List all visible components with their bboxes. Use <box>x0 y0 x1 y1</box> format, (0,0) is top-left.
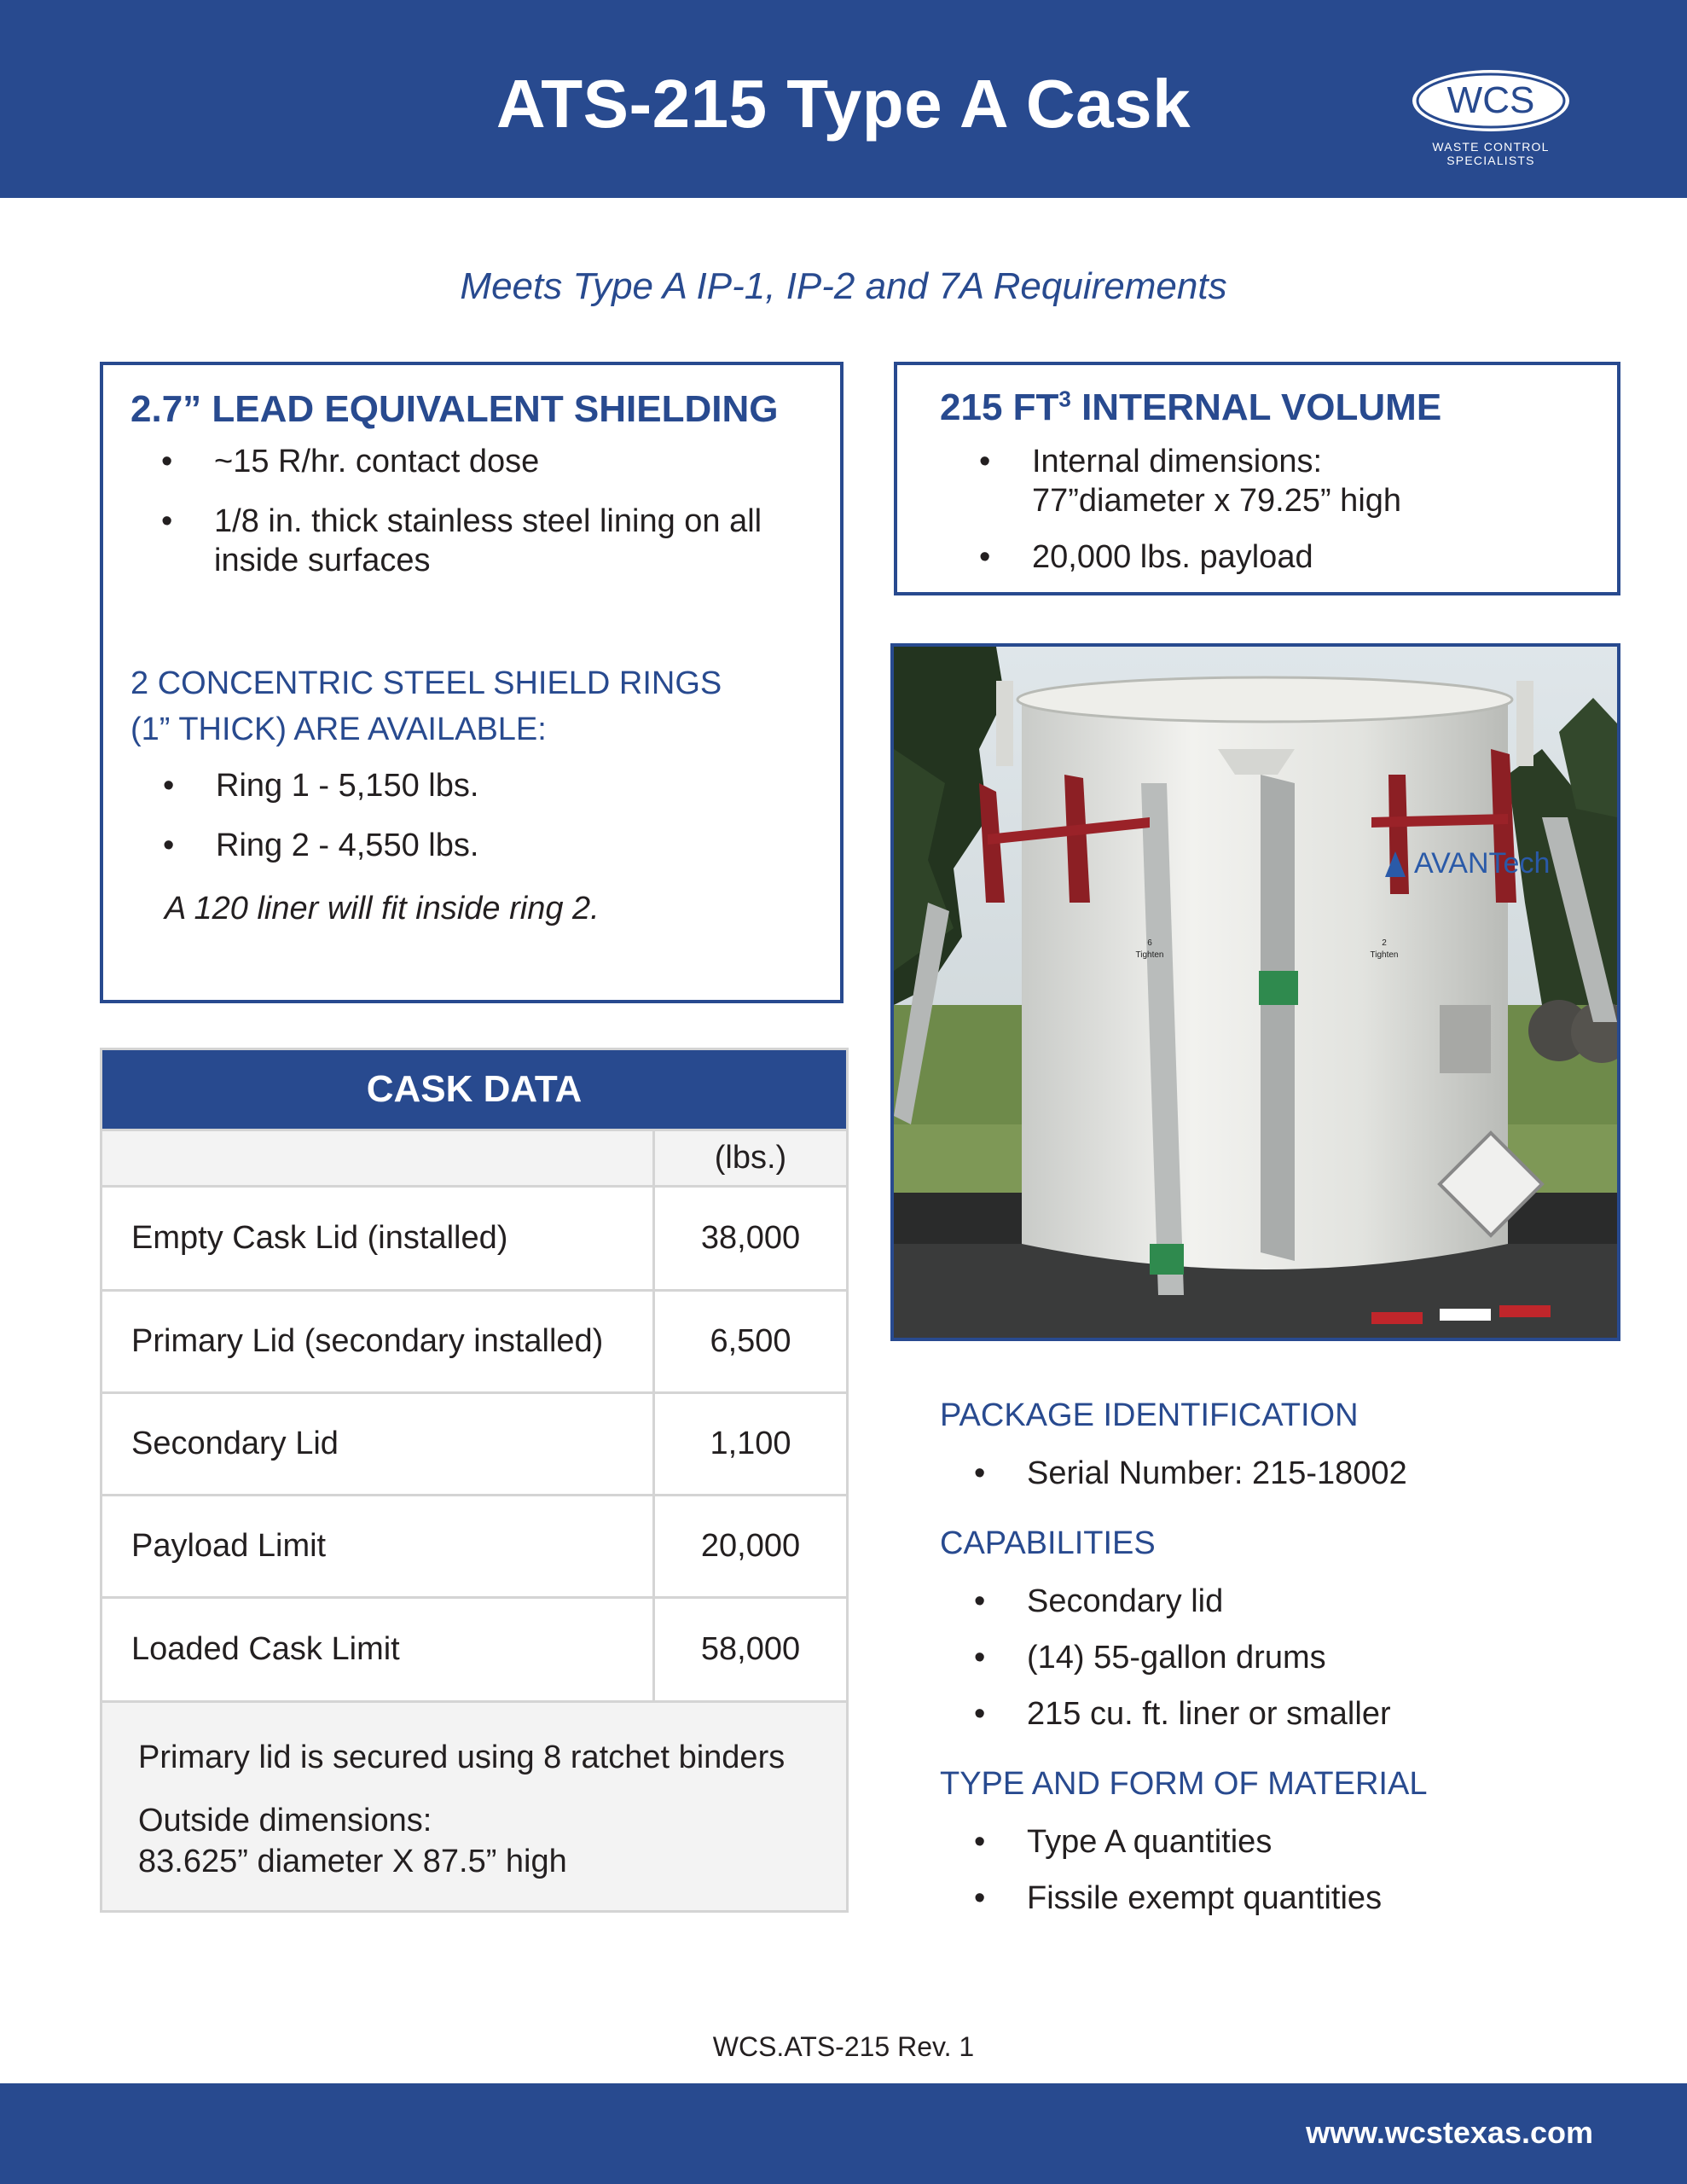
units-cell: (lbs.) <box>652 1131 846 1185</box>
volume-title-rest: INTERNAL VOLUME <box>1070 386 1442 428</box>
list-item: • ~15 R/hr. contact dose <box>161 442 809 481</box>
material-list <box>974 1822 1622 1918</box>
rings-heading-line2: (1” THICK) ARE AVAILABLE: <box>130 712 547 747</box>
shielding-list <box>161 442 809 580</box>
table-footnote <box>102 1700 846 1910</box>
list-item: • (14) 55-gallon drums <box>974 1638 1622 1677</box>
cask-photo <box>890 643 1620 1341</box>
wcs-logo <box>1390 65 1591 167</box>
package-identification-heading: PACKAGE IDENTIFICATION <box>940 1397 1359 1433</box>
capabilities-heading: CAPABILITIES <box>940 1525 1156 1561</box>
row-value: 58,000 <box>652 1599 846 1700</box>
cask-data-table <box>100 1048 849 1913</box>
website-link[interactable]: www.wcstexas.com <box>1306 2115 1593 2150</box>
capabilities-list <box>974 1582 1622 1734</box>
volume-list <box>979 442 1593 577</box>
row-value: 20,000 <box>652 1496 846 1596</box>
logo-wordmark: WCS <box>1446 79 1535 121</box>
row-label: Secondary Lid <box>131 1426 339 1461</box>
row-label: Payload Limit <box>131 1528 327 1564</box>
package-identification-list <box>974 1454 1622 1493</box>
volume-box <box>894 362 1620 595</box>
page-subtitle: Meets Type A IP-1, IP-2 and 7A Requirements <box>460 265 1227 307</box>
tighten-label-right-number: 2 <box>1382 938 1387 948</box>
list-item: • Type A quantities <box>974 1822 1622 1862</box>
tighten-label-left-number: 6 <box>1147 938 1152 948</box>
dimensions-line2: 77”diameter x 79.25” high <box>1032 483 1402 519</box>
outside-dimensions-value: 83.625” diameter X 87.5” high <box>138 1844 567 1879</box>
rings-heading-line1: 2 CONCENTRIC STEEL SHIELD RINGS <box>130 665 722 701</box>
row-label: Primary Lid (secondary installed) <box>131 1323 604 1359</box>
rings-list <box>163 766 811 865</box>
list-item <box>979 442 1593 520</box>
list-item: • Serial Number: 215-18002 <box>974 1454 1622 1493</box>
volume-title-main: 215 FT <box>940 386 1059 428</box>
row-label: Loaded Cask Limit <box>131 1631 400 1667</box>
material-heading: TYPE AND FORM OF MATERIAL <box>940 1766 1428 1802</box>
list-item: • 20,000 lbs. payload <box>979 537 1593 577</box>
footer-banner <box>0 2083 1687 2184</box>
row-value: 1,100 <box>652 1394 846 1494</box>
list-item: • Secondary lid <box>974 1582 1622 1621</box>
ratchet-note: Primary lid is secured using 8 ratchet binders <box>138 1740 786 1775</box>
liner-note: A 120 liner will fit inside ring 2. <box>165 891 600 926</box>
row-value: 6,500 <box>652 1292 846 1391</box>
table-units-row <box>102 1129 846 1185</box>
revision-label: WCS.ATS-215 Rev. 1 <box>712 2031 975 2062</box>
shielding-title: 2.7” LEAD EQUIVALENT SHIELDING <box>130 388 779 430</box>
volume-title-superscript: 3 <box>1058 386 1071 412</box>
table-row <box>102 1391 846 1494</box>
header-banner <box>0 0 1687 198</box>
list-item: • 1/8 in. thick stainless steel lining on all inside surfaces <box>161 502 809 580</box>
list-item: • 215 cu. ft. liner or smaller <box>974 1694 1622 1734</box>
table-row <box>102 1494 846 1596</box>
table-row <box>102 1185 846 1289</box>
shielding-box <box>100 362 844 1003</box>
tighten-label-right: Tighten <box>1370 950 1399 960</box>
table-row <box>102 1289 846 1391</box>
dimensions-line1: Internal dimensions: <box>1032 444 1323 479</box>
list-item: • Fissile exempt quantities <box>974 1879 1622 1918</box>
row-label: Empty Cask Lid (installed) <box>131 1220 508 1256</box>
list-item: • Ring 2 - 4,550 lbs. <box>163 826 811 865</box>
logo-subtitle: WASTE CONTROL SPECIALISTS <box>1432 140 1550 167</box>
table-heading: CASK DATA <box>102 1050 846 1129</box>
list-item: • Ring 1 - 5,150 lbs. <box>163 766 811 805</box>
volume-title <box>940 384 1441 432</box>
row-value: 38,000 <box>652 1188 846 1289</box>
page-title: ATS-215 Type A Cask <box>496 66 1191 142</box>
tighten-label-left: Tighten <box>1135 950 1164 960</box>
outside-dimensions-label: Outside dimensions: <box>138 1803 432 1838</box>
table-row <box>102 1596 846 1700</box>
cask-brand-text: AVANTech <box>1414 847 1551 880</box>
